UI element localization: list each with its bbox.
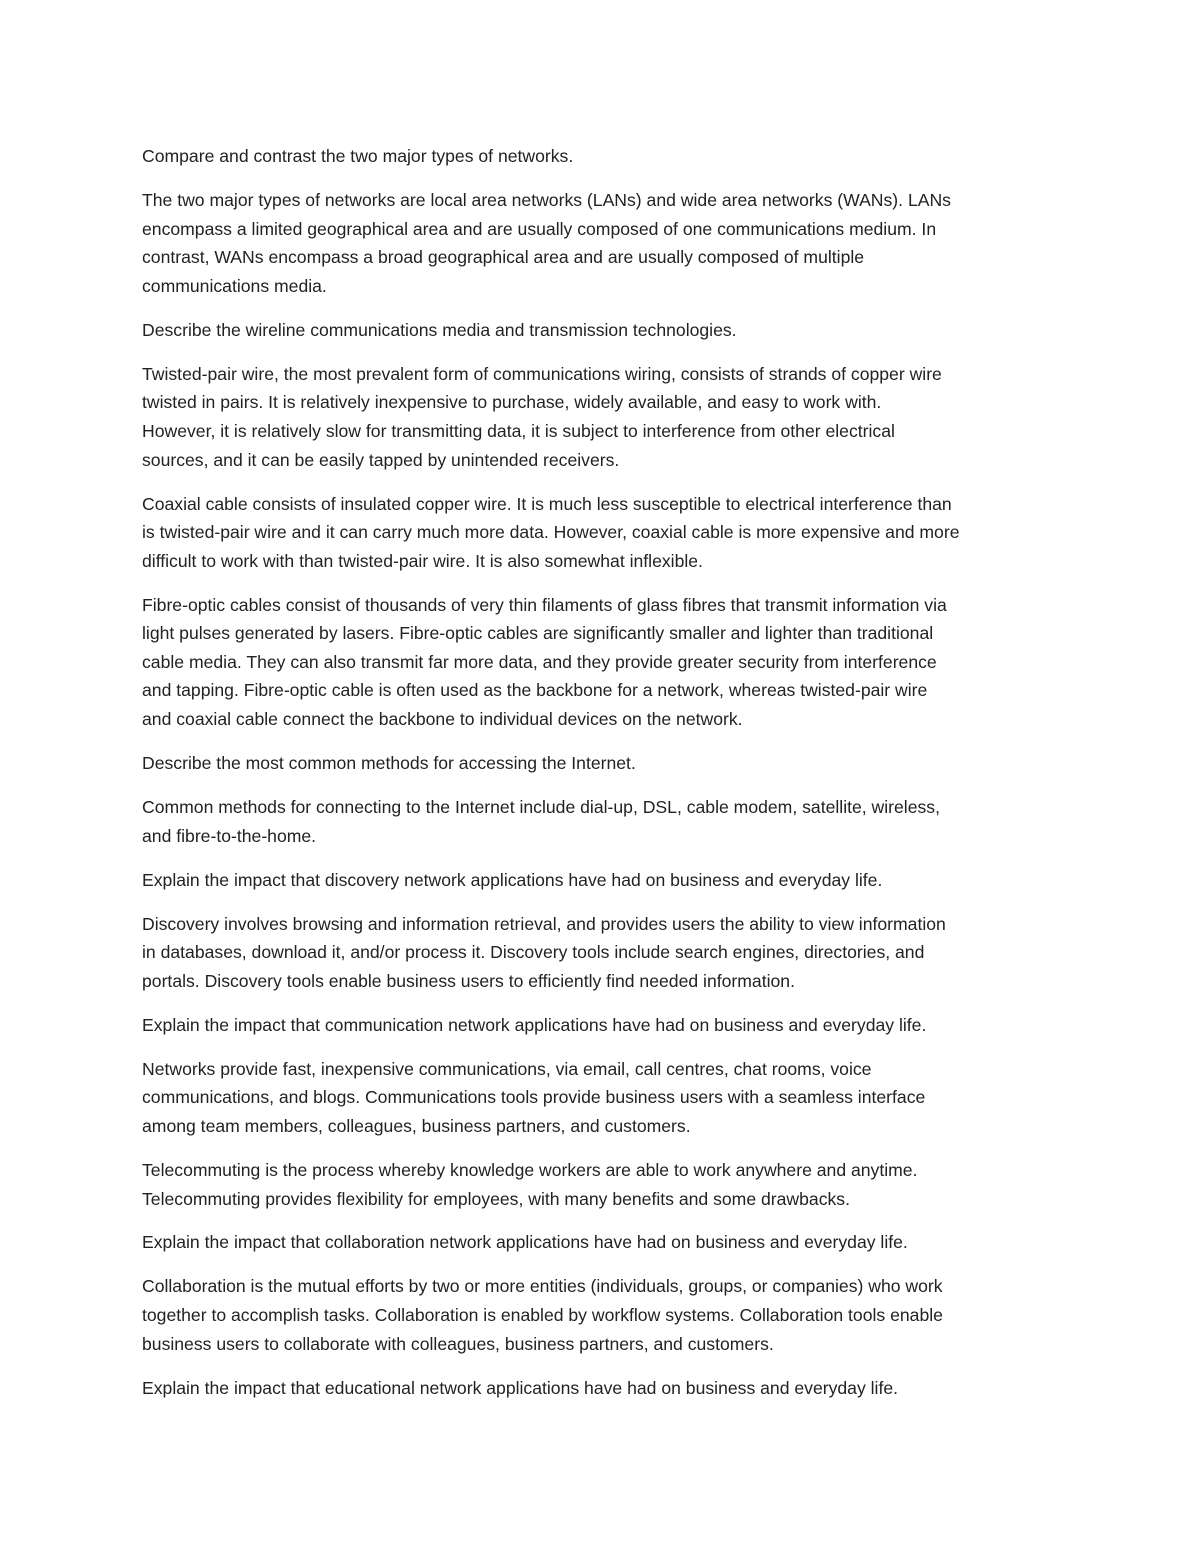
text-line: sources, and it can be easily tapped by unintended receivers.	[142, 449, 620, 470]
answer-paragraph	[142, 910, 1058, 996]
text-line: Explain the impact that discovery network applications have had on business and everyday life.	[142, 869, 883, 890]
answer-paragraph	[142, 490, 1058, 576]
text-line: and fibre-to-the-home.	[142, 825, 317, 846]
text-line: Telecommuting is the process whereby knowledge workers are able to work anywhere and anytime.	[142, 1159, 918, 1180]
answer-paragraph	[142, 591, 1058, 734]
question-paragraph	[142, 749, 1058, 778]
text-line: Coaxial cable consists of insulated copper wire. It is much less susceptible to electrical interference than	[142, 493, 952, 514]
text-line: Explain the impact that collaboration network applications have had on business and everyday life.	[142, 1232, 908, 1253]
text-line: twisted in pairs. It is relatively inexpensive to purchase, widely available, and easy to work with.	[142, 392, 882, 413]
text-line: Collaboration is the mutual efforts by two or more entities (individuals, groups, or companies) who work	[142, 1276, 943, 1297]
text-line: encompass a limited geographical area and are usually composed of one communications medium. In	[142, 218, 937, 239]
question-paragraph	[142, 1374, 1058, 1403]
text-line: Describe the wireline communications media and transmission technologies.	[142, 319, 737, 340]
answer-paragraph	[142, 186, 1058, 300]
answer-paragraph	[142, 1272, 1058, 1358]
answer-paragraph	[142, 1055, 1058, 1141]
text-line: difficult to work with than twisted-pair wire. It is also somewhat inflexible.	[142, 550, 703, 571]
text-line: light pulses generated by lasers. Fibre-optic cables are significantly smaller and lighter than traditional	[142, 623, 934, 644]
answer-paragraph	[142, 1156, 1058, 1213]
text-line: Explain the impact that educational network applications have had on business and everyday life.	[142, 1377, 899, 1398]
text-line: Fibre-optic cables consist of thousands of very thin filaments of glass fibres that transmit information via	[142, 594, 947, 615]
text-line: and tapping. Fibre-optic cable is often used as the backbone for a network, whereas twisted-pair wire	[142, 680, 928, 701]
document-body	[142, 142, 1058, 1418]
question-paragraph	[142, 1011, 1058, 1040]
text-line: The two major types of networks are local area networks (LANs) and wide area networks (WANs). LANs	[142, 189, 951, 210]
text-line: business users to collaborate with colleagues, business partners, and customers.	[142, 1333, 774, 1354]
text-line: Discovery involves browsing and information retrieval, and provides users the ability to view information	[142, 913, 946, 934]
question-paragraph	[142, 866, 1058, 895]
text-line: portals. Discovery tools enable business users to efficiently find needed information.	[142, 970, 795, 991]
text-line: Twisted-pair wire, the most prevalent form of communications wiring, consists of strands of copper wire	[142, 363, 942, 384]
text-line: is twisted-pair wire and it can carry much more data. However, coaxial cable is more expensive and more	[142, 522, 960, 543]
text-line: in databases, download it, and/or process it. Discovery tools include search engines, directories, and	[142, 942, 925, 963]
text-line: among team members, colleagues, business partners, and customers.	[142, 1115, 691, 1136]
text-line: Compare and contrast the two major types of networks.	[142, 146, 574, 166]
text-line: together to accomplish tasks. Collaboration is enabled by workflow systems. Collaboration tools enable	[142, 1305, 943, 1326]
question-paragraph	[142, 142, 1058, 171]
text-line: Describe the most common methods for accessing the Internet.	[142, 753, 636, 774]
text-line: Explain the impact that communication network applications have had on business and everyday life.	[142, 1014, 927, 1035]
question-paragraph	[142, 1228, 1058, 1257]
text-line: Networks provide fast, inexpensive communications, via email, call centres, chat rooms, voice	[142, 1058, 872, 1079]
text-line: communications media.	[142, 275, 327, 296]
text-line: Telecommuting provides flexibility for employees, with many benefits and some drawbacks.	[142, 1188, 850, 1209]
text-line: and coaxial cable connect the backbone to individual devices on the network.	[142, 709, 743, 730]
question-paragraph	[142, 316, 1058, 345]
answer-paragraph	[142, 793, 1058, 850]
text-line: communications, and blogs. Communications tools provide business users with a seamless interface	[142, 1087, 926, 1108]
text-line: Common methods for connecting to the Internet include dial-up, DSL, cable modem, satellite, wireless,	[142, 797, 940, 818]
text-line: contrast, WANs encompass a broad geographical area and are usually composed of multiple	[142, 247, 865, 268]
text-line: cable media. They can also transmit far more data, and they provide greater security from interference	[142, 651, 937, 672]
answer-paragraph	[142, 360, 1058, 474]
text-line: However, it is relatively slow for transmitting data, it is subject to interference from other electrical	[142, 420, 895, 441]
